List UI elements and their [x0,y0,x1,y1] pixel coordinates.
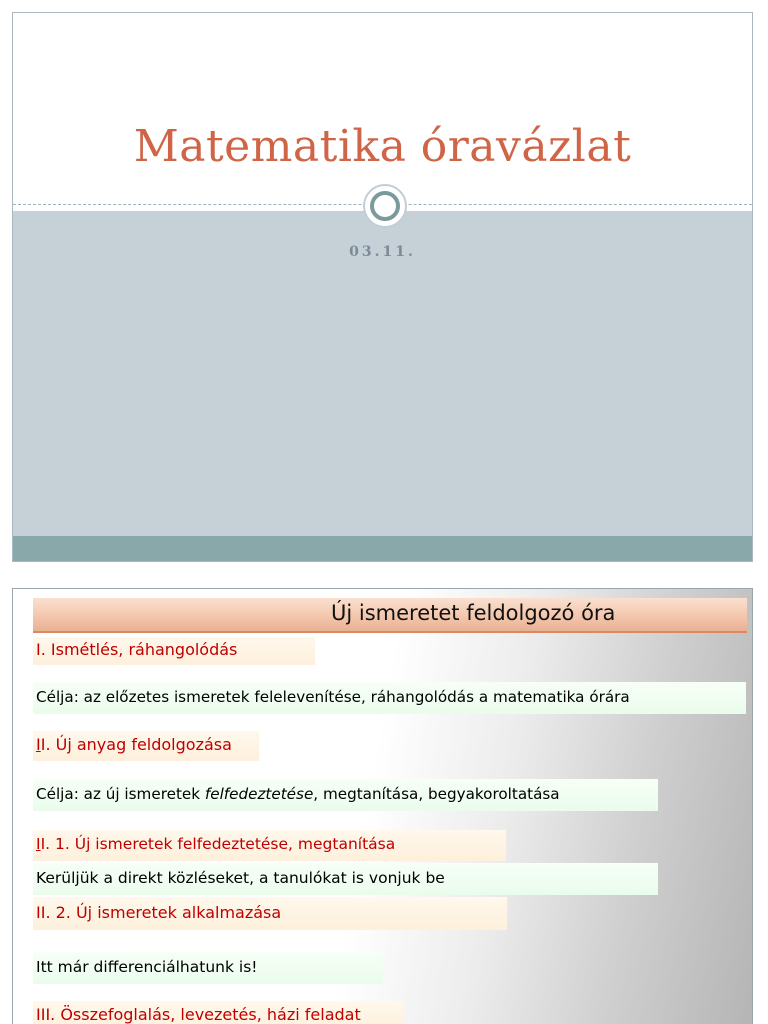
section-text-1-text: Célja: az előzetes ismeretek felelevenítése, ráhangolódás a matematika órára [36,688,630,706]
section-heading-3-underlined: I [36,835,41,853]
title-slide [12,12,753,562]
section-heading-5 [33,1001,403,1024]
ring-ornament-icon [363,184,407,228]
section-heading-1-text: I. Ismétlés, ráhangolódás [36,640,238,659]
section-text-2-pre: Célja: az új ismeretek [36,785,205,803]
section-text-2-italic: felfedeztetése [204,785,314,803]
section-heading-1 [33,637,315,665]
slide-date: 03.11. [349,244,416,260]
section-text-2-post: , megtanítása, begyakoroltatása [313,785,560,803]
title-area [13,13,752,205]
slide-header [33,598,747,633]
section-text-4 [33,952,383,984]
section-heading-4-text: II. 2. Új ismeretek alkalmazása [36,903,282,922]
section-text-3 [33,863,658,895]
section-text-2 [33,779,658,811]
section-text-4-text: Itt már differenciálhatunk is! [36,958,258,976]
section-text-1 [33,682,746,714]
section-heading-5-text: III. Összefoglalás, levezetés, házi feladat [36,1005,361,1024]
section-heading-2 [33,731,259,761]
section-heading-4 [33,897,507,930]
section-heading-3 [33,830,506,861]
section-text-3-text: Kerüljük a direkt közléseket, a tanulókat is vonjuk be [36,869,445,887]
section-heading-2-text: I. Új anyag feldolgozása [40,735,232,754]
slide-title: Matematika óravázlat [133,121,632,172]
footer-band [13,536,752,561]
slide-header-title: Új ismeretet feldolgozó óra [331,601,616,625]
section-heading-3-text: I. 1. Új ismeretek felfedeztetése, megtanítása [40,835,396,853]
section-heading-2-underlined: I [36,735,41,754]
content-slide [12,588,753,1024]
